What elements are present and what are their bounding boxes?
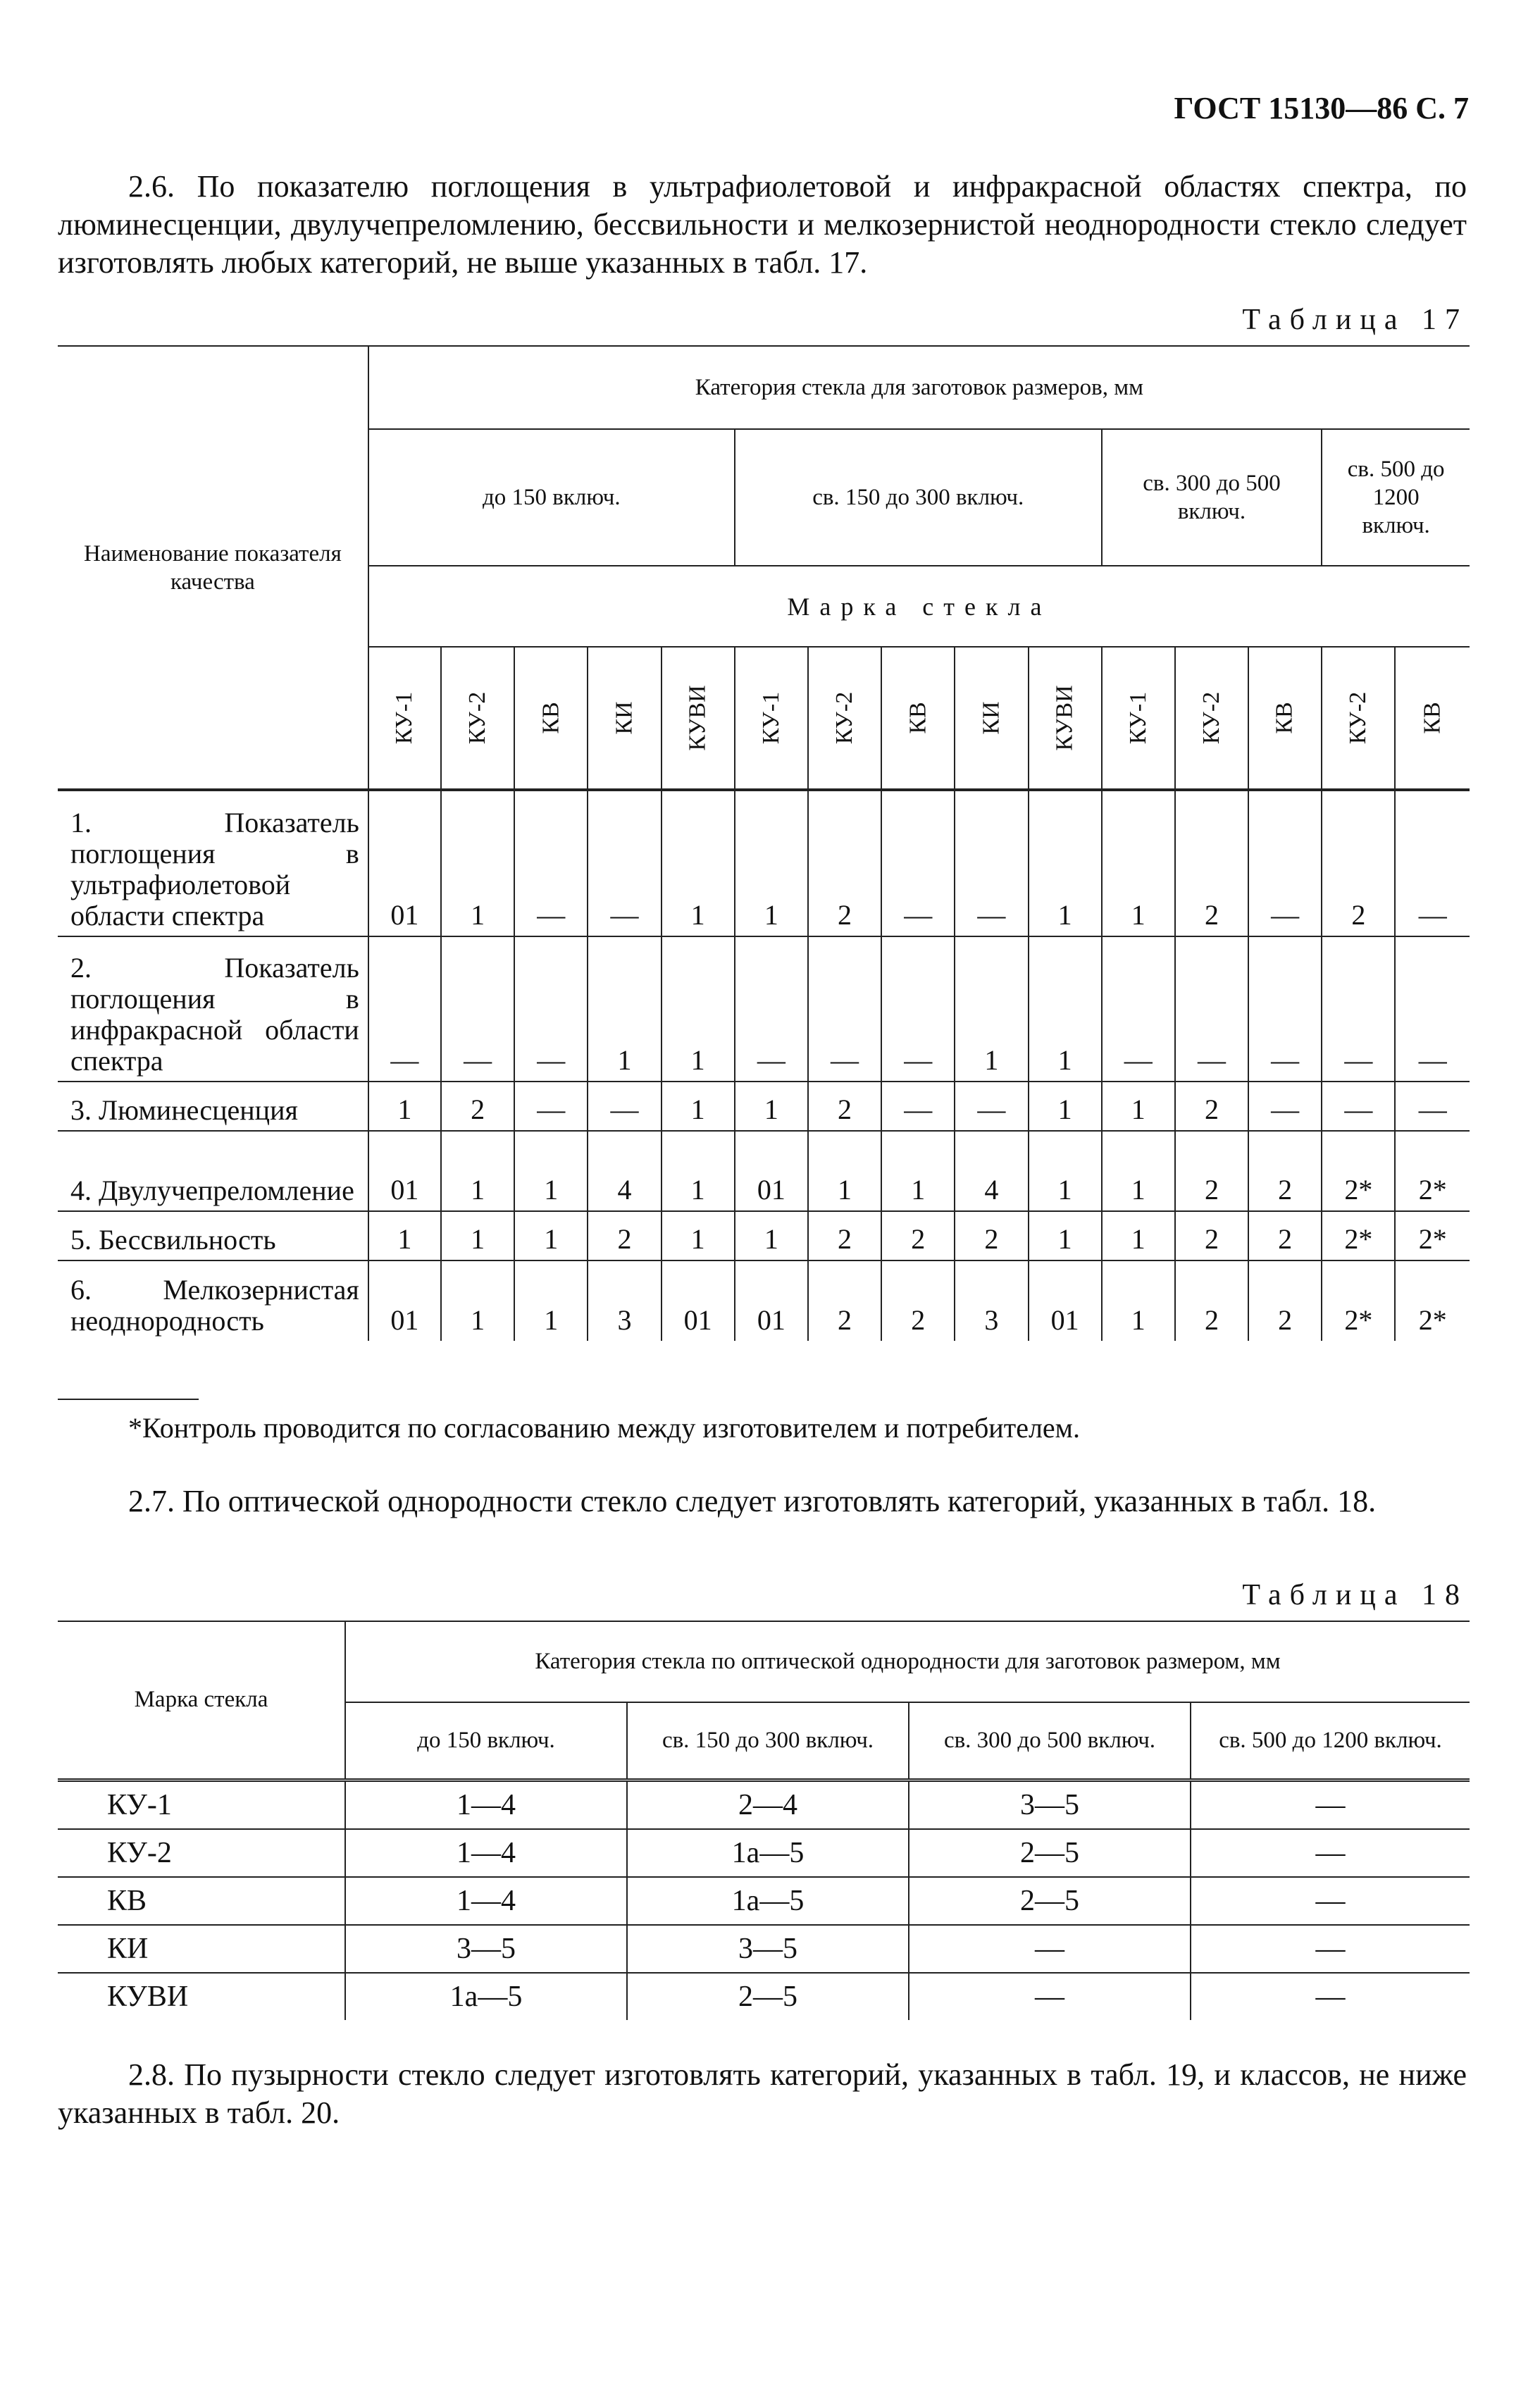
t18-value-cell: 1а—5 — [627, 1829, 909, 1877]
value-cell: 1 — [662, 790, 735, 936]
grade-label: КУ-2 — [1198, 691, 1224, 745]
grade-label: КВ — [905, 702, 931, 734]
t18-value-cell: 3—5 — [345, 1925, 627, 1973]
value-cell: — — [514, 1082, 588, 1131]
value-cell: 1 — [514, 1260, 588, 1341]
t18-size-group: св. 150 до 300 включ. — [627, 1702, 909, 1780]
value-cell: 1 — [735, 790, 808, 936]
value-cell: 1 — [881, 1131, 955, 1211]
table-17 — [58, 345, 1470, 1341]
grade-cell — [1175, 647, 1248, 790]
table-row — [58, 1082, 1470, 1131]
grade-cell — [808, 647, 881, 790]
value-cell: — — [1248, 1082, 1322, 1131]
value-cell: 1 — [441, 1131, 514, 1211]
value-cell: — — [368, 936, 441, 1082]
value-cell: 2 — [1248, 1211, 1322, 1260]
value-cell: 2 — [808, 1082, 881, 1131]
value-cell: 1 — [1102, 1211, 1175, 1260]
grade-label: КУ-1 — [1124, 691, 1151, 745]
value-cell: — — [514, 936, 588, 1082]
grade-label: КУ-1 — [757, 691, 784, 745]
value-cell: 2 — [1175, 790, 1248, 936]
value-cell: 1 — [662, 1211, 735, 1260]
value-cell: 1 — [1029, 1211, 1102, 1260]
t18-value-cell: — — [1191, 1925, 1470, 1973]
t18-mark-cell: КУ-1 — [58, 1780, 345, 1829]
value-cell: — — [1395, 1082, 1470, 1131]
value-cell: 4 — [588, 1131, 661, 1211]
value-cell: — — [955, 790, 1028, 936]
value-cell: 01 — [662, 1260, 735, 1341]
value-cell: 1 — [441, 1211, 514, 1260]
table-row — [58, 1211, 1470, 1260]
grade-label: КУ-2 — [464, 691, 491, 745]
table-row — [58, 790, 1470, 936]
value-cell: 2 — [881, 1260, 955, 1341]
value-cell: 1 — [1029, 790, 1102, 936]
value-cell: 1 — [588, 936, 661, 1082]
grade-cell — [955, 647, 1028, 790]
value-cell: 01 — [368, 1260, 441, 1341]
value-cell: — — [808, 936, 881, 1082]
value-cell: 1 — [735, 1211, 808, 1260]
table-row — [58, 1877, 1470, 1925]
t18-value-cell: 1а—5 — [627, 1877, 909, 1925]
category-header: Категория стекла для заготовок размеров, мм — [368, 346, 1470, 429]
table-row — [58, 1973, 1470, 2020]
grade-cell — [1248, 647, 1322, 790]
table-row — [58, 1260, 1470, 1341]
t18-value-cell: — — [1191, 1829, 1470, 1877]
grade-header: Марка стекла — [368, 566, 1470, 647]
value-cell: 2 — [881, 1211, 955, 1260]
value-cell: — — [1102, 936, 1175, 1082]
value-cell: — — [588, 790, 661, 936]
value-cell: 1 — [662, 936, 735, 1082]
t18-mark-cell: КУВИ — [58, 1973, 345, 2020]
t18-value-cell: 2—5 — [909, 1877, 1191, 1925]
value-cell: 2 — [1248, 1131, 1322, 1211]
value-cell: 1 — [735, 1082, 808, 1131]
value-cell: — — [1395, 936, 1470, 1082]
t18-value-cell: — — [909, 1925, 1191, 1973]
value-cell: 2 — [1175, 1260, 1248, 1341]
t18-mark-cell: КУ-2 — [58, 1829, 345, 1877]
value-cell: 2 — [441, 1082, 514, 1131]
paragraph-2-7: 2.7. По оптической однородности стекло следует изготовлять категорий, указанных в табл. 18. — [128, 1484, 1377, 1518]
size-group-1: до 150 включ. — [368, 429, 735, 566]
value-cell: 1 — [368, 1211, 441, 1260]
grade-cell — [735, 647, 808, 790]
value-cell: — — [1248, 790, 1322, 936]
value-cell: 2 — [1175, 1211, 1248, 1260]
t18-value-cell: — — [1191, 1780, 1470, 1829]
t18-size-group: до 150 включ. — [345, 1702, 627, 1780]
value-cell: 4 — [955, 1131, 1028, 1211]
value-cell: 01 — [368, 790, 441, 936]
value-cell: 1 — [662, 1131, 735, 1211]
value-cell: 2 — [808, 790, 881, 936]
grade-label: КУ-2 — [1345, 691, 1372, 745]
col-name-header: Наименование показателя качества — [58, 346, 368, 790]
value-cell: 2 — [1175, 1082, 1248, 1131]
value-cell: 1 — [1029, 936, 1102, 1082]
grade-label: КИ — [978, 701, 1005, 735]
value-cell: 2* — [1322, 1131, 1395, 1211]
t18-mark-cell: КИ — [58, 1925, 345, 1973]
value-cell: 2* — [1395, 1131, 1470, 1211]
size-group-3: св. 300 до 500 включ. — [1102, 429, 1322, 566]
value-cell: 1 — [1029, 1082, 1102, 1131]
value-cell: 1 — [368, 1082, 441, 1131]
quality-indicator-name: 6. Мелкозернистая неоднородность — [58, 1260, 368, 1341]
t18-mark-cell: КВ — [58, 1877, 345, 1925]
quality-indicator-name: 3. Люминесценция — [58, 1082, 368, 1131]
t18-value-cell: 2—5 — [909, 1829, 1191, 1877]
t18-value-cell: — — [909, 1973, 1191, 2020]
t18-value-cell: — — [1191, 1877, 1470, 1925]
value-cell: 3 — [955, 1260, 1028, 1341]
paragraph-2-6: 2.6. По показателю поглощения в ультрафиолетовой и инфракрасной областях спектра, по люминесценции, двулучепреломлению, бессвильности и мелкозернистой неоднородности стекло следует изготовлять любых категорий, не выше указанных в табл. 17. — [58, 169, 1467, 280]
value-cell: — — [1322, 936, 1395, 1082]
grade-label: КВ — [1419, 702, 1446, 734]
t18-value-cell: 1—4 — [345, 1877, 627, 1925]
table-row — [58, 1925, 1470, 1973]
value-cell: 1 — [441, 790, 514, 936]
value-cell: 1 — [1102, 1260, 1175, 1341]
grade-cell — [1322, 647, 1395, 790]
value-cell: 1 — [1102, 790, 1175, 936]
value-cell: 1 — [514, 1211, 588, 1260]
grade-label: КУВИ — [684, 685, 711, 751]
quality-indicator-name: 1. Показатель поглощения в ультрафиолетовой области спектра — [58, 790, 368, 936]
value-cell: — — [1175, 936, 1248, 1082]
value-cell: 1 — [808, 1131, 881, 1211]
grade-cell — [881, 647, 955, 790]
t18-value-cell: 3—5 — [909, 1780, 1191, 1829]
grade-cell — [1102, 647, 1175, 790]
value-cell: — — [441, 936, 514, 1082]
grade-cell — [441, 647, 514, 790]
grade-cell — [1395, 647, 1470, 790]
grade-cell — [588, 647, 661, 790]
value-cell: 1 — [514, 1131, 588, 1211]
grade-cell — [1029, 647, 1102, 790]
grade-cell — [368, 647, 441, 790]
t18-category-header: Категория стекла по оптической однородности для заготовок размером, мм — [345, 1621, 1470, 1702]
grade-label: КУ-2 — [831, 691, 858, 745]
value-cell: — — [514, 790, 588, 936]
page-header: ГОСТ 15130—86 С. 7 — [1174, 91, 1469, 125]
value-cell: 2 — [588, 1211, 661, 1260]
value-cell: 2* — [1322, 1211, 1395, 1260]
size-group-2: св. 150 до 300 включ. — [735, 429, 1102, 566]
table-row — [58, 1829, 1470, 1877]
grade-label: КУ-1 — [391, 691, 418, 745]
t18-mark-header: Марка стекла — [58, 1621, 345, 1780]
value-cell: — — [588, 1082, 661, 1131]
value-cell: 2 — [808, 1211, 881, 1260]
value-cell: 3 — [588, 1260, 661, 1341]
t18-value-cell: — — [1315, 1980, 1346, 2013]
value-cell: — — [1322, 1082, 1395, 1131]
t18-value-cell: 2—5 — [627, 1973, 909, 2020]
value-cell: — — [881, 790, 955, 936]
table-17-caption: Таблица 17 — [1242, 304, 1468, 336]
value-cell: 1 — [1102, 1131, 1175, 1211]
value-cell: — — [881, 1082, 955, 1131]
table-row — [58, 936, 1470, 1082]
value-cell: 2* — [1395, 1211, 1470, 1260]
grade-label: КВ — [1272, 702, 1298, 734]
value-cell: 2 — [1248, 1260, 1322, 1341]
t18-value-cell: 1а—5 — [345, 1973, 627, 2020]
value-cell: 01 — [735, 1260, 808, 1341]
grade-label: КУВИ — [1051, 685, 1078, 751]
table-18-caption: Таблица 18 — [1242, 1579, 1468, 1611]
paragraph-2-8: 2.8. По пузырности стекло следует изготовлять категорий, указанных в табл. 19, и классов, не ниже указанных в табл. 20. — [58, 2057, 1467, 2130]
value-cell: — — [735, 936, 808, 1082]
value-cell: — — [955, 1082, 1028, 1131]
value-cell: 2* — [1418, 1304, 1447, 1336]
value-cell: 2 — [1322, 790, 1395, 936]
t18-size-group: св. 300 до 500 включ. — [909, 1702, 1191, 1780]
value-cell: 2 — [1175, 1131, 1248, 1211]
value-cell: 01 — [1029, 1260, 1102, 1341]
grade-label: КИ — [611, 701, 638, 735]
grade-label: КВ — [538, 702, 564, 734]
quality-indicator-name: 5. Бессвильность — [58, 1211, 368, 1260]
footnote: *Контроль проводится по согласованию между изготовителем и потребителем. — [128, 1412, 1080, 1444]
value-cell: 2 — [808, 1260, 881, 1341]
value-cell: 01 — [368, 1131, 441, 1211]
value-cell: 2* — [1322, 1260, 1395, 1341]
t18-value-cell: 1—4 — [345, 1780, 627, 1829]
size-group-4: св. 500 до 1200 включ. — [1322, 429, 1470, 566]
value-cell: 1 — [441, 1260, 514, 1341]
t18-value-cell: 3—5 — [627, 1925, 909, 1973]
grade-cell — [662, 647, 735, 790]
table-18 — [58, 1621, 1470, 2020]
value-cell: 2 — [955, 1211, 1028, 1260]
table-row — [58, 1131, 1470, 1211]
value-cell: — — [1395, 790, 1470, 936]
quality-indicator-name: 4. Двулучепреломление — [58, 1131, 368, 1211]
quality-indicator-name: 2. Показатель поглощения в инфракрасной области спектра — [58, 936, 368, 1082]
value-cell: — — [1248, 936, 1322, 1082]
t18-size-group: св. 500 до 1200 включ. — [1191, 1702, 1470, 1780]
value-cell: 01 — [735, 1131, 808, 1211]
value-cell: 1 — [955, 936, 1028, 1082]
value-cell: — — [881, 936, 955, 1082]
t18-value-cell: 2—4 — [627, 1780, 909, 1829]
grade-cell — [514, 647, 588, 790]
t18-value-cell: 1—4 — [345, 1829, 627, 1877]
table-row — [58, 1780, 1470, 1829]
value-cell: 1 — [1102, 1082, 1175, 1131]
value-cell: 1 — [662, 1082, 735, 1131]
footnote-rule — [58, 1399, 199, 1400]
value-cell: 1 — [1029, 1131, 1102, 1211]
